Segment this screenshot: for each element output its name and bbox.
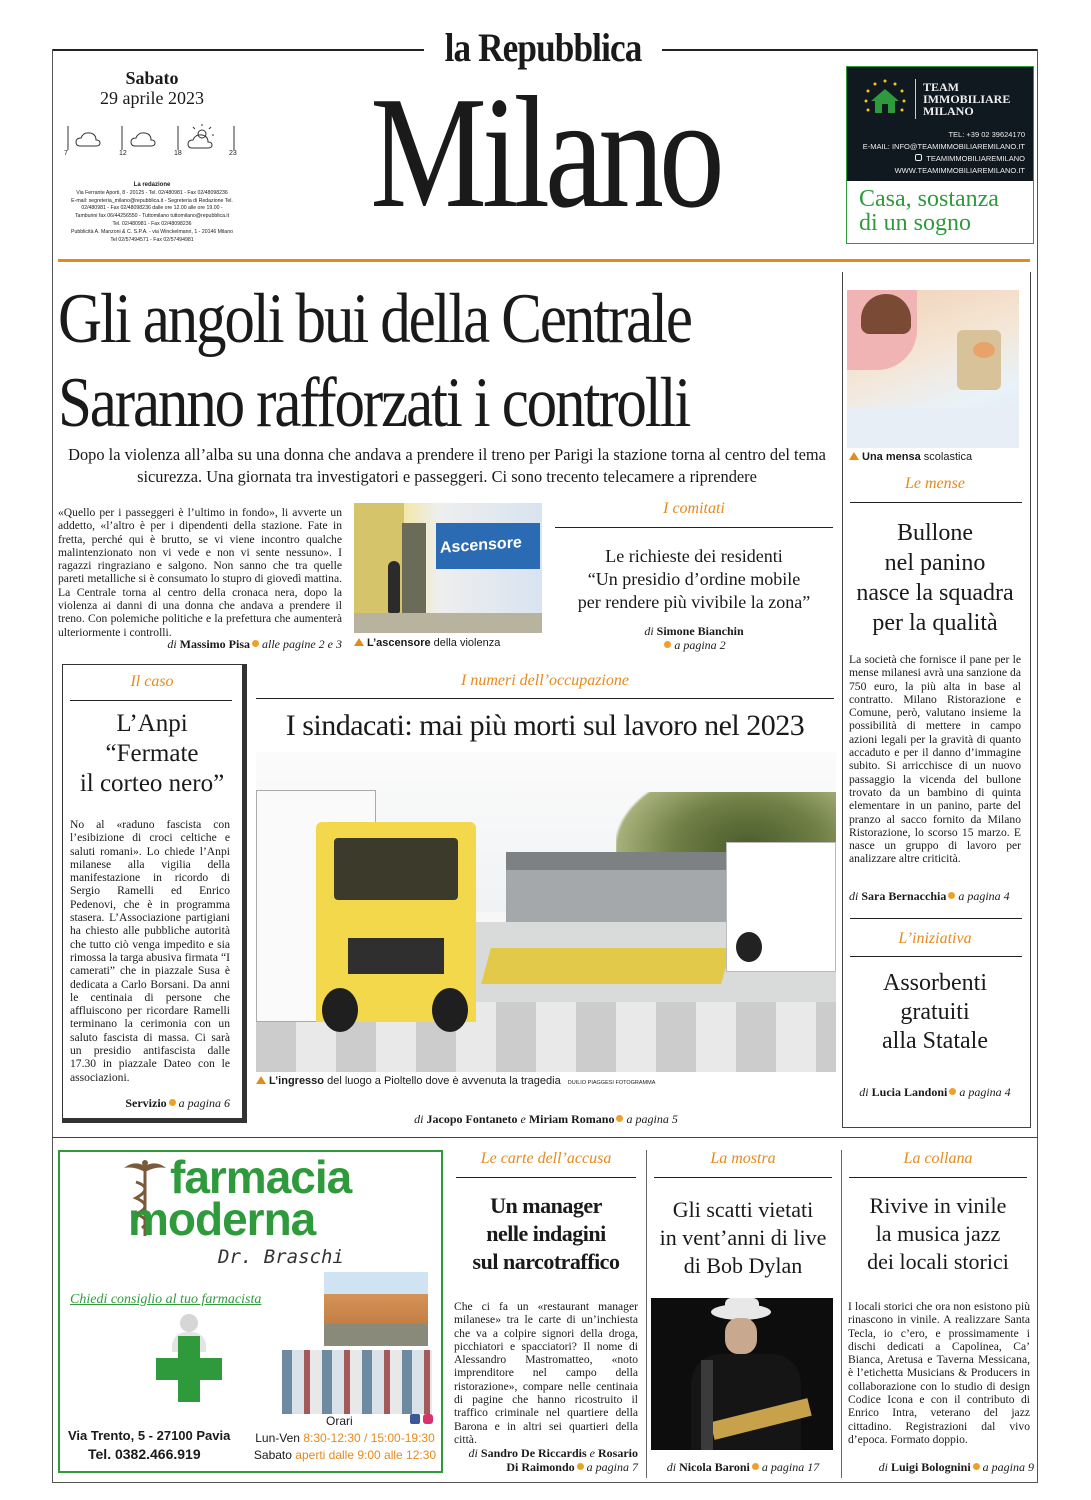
orari-label: Orari — [326, 1414, 353, 1428]
farmacia-address: Via Trento, 5 - 27100 Pavia — [68, 1428, 231, 1443]
comitati-byline[interactable]: di Simone Bianchin a pagina 2 — [644, 624, 744, 652]
iniziativa-category: L’iniziativa — [898, 930, 972, 947]
temp-3: 18 — [174, 150, 182, 157]
bullet-icon — [252, 640, 259, 647]
caso-body: No al «raduno fascista con l’esibizione di croci celtiche e saluti romani». Lo chiede l’Anpi milanese alla vigilia della manifestazione in ricordo di Sergio Ramelli ed Enrico Pedenovi, che è in programma stasera. L’Associazione partigiani ha chiesto alle pubbliche autorità che tutto ciò venga impedito e sia rimossa la targa abusiva firmata “I camerati” che in piazzale Susa è dedicata a Carlo Borsani. Da anni le centinaia di persone che affluiscono per ricordare Ramelli terminano la cerimonia con un saluto fascista di massa. Ci sarà un presidio antifascista dalle 17.30 in piazzale Dateo con le associazioni. — [70, 818, 230, 1084]
redazione-line: E-mail: segreteria_milano@repubblica.it - Segreteria di Redazione Tel. — [71, 197, 233, 204]
comitati-category: I comitati — [663, 500, 725, 517]
ad-team-immobiliare[interactable] — [846, 66, 1034, 244]
redazione-line: Tamburini fax 06/44256550 - Tuttomilano tuttomilano@repubblica.it — [74, 213, 230, 220]
triangle-icon — [354, 638, 364, 646]
house-logo-icon — [857, 77, 913, 121]
bullet-icon — [949, 1088, 956, 1095]
lead-body: «Quello per i passeggeri è l’ultimo in fondo», li avverte un addetto, «l’altro è per i dipendenti della stazione. Fate in fretta, perché qui è brutto, se vi viene incontro qualche malintenzionato non vi vede e non vi sente nessuno». I ragazzi ringraziano e salgono. Non sanno che tra quelle pareti metalliche si è consumato lo stupro di giovedì mattina. La Centrale torna al centro della cronaca nera, dopo la violenza ai danni di una donna che andava a prendere il treno. Con polemiche politiche e la prefettura che aumenterà ulteriormente i controlli. — [58, 506, 342, 639]
weather-icons — [62, 124, 242, 160]
temp-2: 12 — [119, 150, 127, 157]
ad-tel: TEL: +39 02 39624170 — [948, 130, 1025, 139]
instagram-icon — [915, 154, 922, 161]
truck-photo — [256, 752, 836, 1072]
carte-body: Che ci fa un «restaurant manager milanese» tra le carte di un’inchiesta che va a colpire signori della droga, picchiatori e spacciatori? Il nome di Alessandro Mastromatteo, «noto imprenditore nel campo della ristorazione», compare nelle centinaia di pagine che hanno ricostruito il traffico criminale nel quartiere della Barona e in altri sei quartieri della città. — [454, 1300, 638, 1446]
bullet-icon — [577, 1463, 584, 1470]
caso-headline[interactable]: L’Anpi “Fermate il corteo nero” — [79, 710, 225, 797]
edition-title: Milano — [370, 63, 720, 241]
iniziativa-byline[interactable]: di Lucia Landoni a pagina 4 — [859, 1085, 1011, 1099]
triangle-icon — [256, 1076, 266, 1084]
collana-byline[interactable]: di Luigi Bolognini a pagina 9 — [878, 1460, 1034, 1474]
farmacia-doctor: Dr. Braschi — [218, 1246, 344, 1268]
ad-slogan: di un sogno — [859, 210, 972, 236]
bullet-icon — [616, 1115, 623, 1122]
lead-byline[interactable]: di Massimo Pisa alle pagine 2 e 3 — [167, 637, 342, 651]
redazione-line: Pubblicità A. Manzoni & C. S.P.A. - via Winckelmann, 1 - 20146 Milano — [71, 228, 233, 235]
ad-company-line: IMMOBILIARE — [923, 92, 1011, 106]
bullet-icon — [973, 1463, 980, 1470]
bullet-icon — [752, 1463, 759, 1470]
elevator-caption: L’ascensore della violenza — [354, 637, 544, 649]
ad-slogan: Casa, sostanza — [859, 186, 999, 212]
farmacia-name: farmacia moderna — [128, 1151, 352, 1245]
photo-credit: DUILIO PIAGGESI FOTOGRAMMA — [567, 1080, 656, 1086]
mense-body: La società che fornisce il pane per le mense milanesi avrà una sanzione da 750 euro, la più alta in base al contratto. Milano Ristorazione e Comune, però, valutano insieme la possibilità di mettere in campo azioni legali per la gravità di quanto accaduto e per il danno d’immagine subito. Si arricchisce di un nuovo passaggio la vicenda del bullone trovato da un bambino di quinta elementare in un panino, parte del pranzo al sacco fornito da Milano Ristorazione, lo scorso 15 marzo. E nasce un gruppo di lavoro per analizzare altre criticità. — [849, 653, 1021, 866]
bullet-icon — [948, 892, 955, 899]
temp-4: 23 — [229, 150, 237, 157]
dateline-date: 29 aprile 2023 — [100, 88, 204, 108]
mense-category: Le mense — [905, 475, 965, 492]
elevator-photo — [354, 503, 542, 633]
redazione-line: Tel 02/57494571 - Fax 02/57494981 — [110, 236, 194, 243]
instagram-icon[interactable] — [423, 1414, 433, 1424]
dateline-weekday: Sabato — [125, 68, 179, 88]
mensa-photo — [847, 290, 1019, 448]
lead-headline-line: Gli angoli bui della Centrale — [58, 280, 691, 358]
farmacia-hours: Lun-Ven 8:30-12:30 / 15:00-19:30 Sabato aperti dalle 9:00 alle 12:30 — [253, 1431, 437, 1462]
pharmacy-interior-photo — [282, 1350, 432, 1414]
triangle-icon — [849, 452, 859, 460]
redazione-line: Via Ferrante Aporti, 8 - 20125 - Tel. 02/480981 - Fax 02/48098236 — [76, 189, 228, 196]
caso-category: Il caso — [130, 673, 174, 690]
farmacia-tel[interactable]: Tel. 0382.466.919 — [88, 1446, 201, 1462]
lead-summary: Dopo la violenza all’alba su una donna che andava a prendere il treno per Parigi la stazione torna al centro del tema sicurezza. Una giornata tra investigatori e passeggeri. Ci sono trecento telecamere a riprendere — [68, 445, 826, 486]
redazione-line: Tel. 02/480981 - Fax 02/48098236 — [112, 220, 192, 227]
mensa-caption: Una mensa scolastica — [849, 451, 1029, 463]
comitati-headline[interactable]: Le richieste dei residenti “Un presidio d’ordine mobile per rendere più vivibile la zona” — [577, 546, 811, 612]
bullet-icon — [169, 1099, 176, 1106]
ad-email: E-MAIL: INFO@TEAMIMMOBILIAREMILANO.IT — [862, 142, 1025, 151]
ad-instagram: TEAMIMMOBILIAREMILANO — [926, 154, 1025, 163]
mense-byline[interactable]: di Sara Bernacchia a pagina 4 — [849, 889, 1010, 903]
brand-logo[interactable]: la Repubblica — [444, 25, 642, 70]
dylan-photo — [651, 1298, 833, 1450]
mostra-headline[interactable]: Gli scatti vietati in vent’anni di live di Bob Dylan — [659, 1197, 827, 1278]
occupazione-byline[interactable]: di Jacopo Fontaneto e Miriam Romano a pagina 5 — [414, 1112, 678, 1126]
collana-body: I locali storici che ora non esistono più rinascono in vinile. A realizzare Santa Tecla, io c’ero, e prossimamente i dischi dedicati a Capolinea, Ca’ Bianca, Aretusa e Taverna Messicana, è l’etichetta Musicians & Producers in collaborazione con lo studio di design Codice Icona e con il contributo di Enrico Intra, veterano del jazz cittadino. Registrazioni dal vivo d’epoca. Formato doppio. — [848, 1300, 1030, 1446]
iniziativa-headline[interactable]: Assorbenti gratuiti alla Statale — [882, 970, 988, 1054]
pharmacy-building-photo — [324, 1272, 428, 1346]
bullet-icon — [664, 641, 671, 648]
farmacia-tagline[interactable]: Chiedi consiglio al tuo farmacista — [70, 1292, 262, 1307]
mostra-byline[interactable]: di Nicola Baroni a pagina 17 — [666, 1460, 820, 1474]
ad-web: WWW.TEAMIMMOBILIAREMILANO.IT — [894, 166, 1025, 175]
redazione-block — [56, 182, 248, 244]
pharmacist-icon — [144, 1314, 234, 1414]
caso-byline[interactable]: Servizio a pagina 6 — [125, 1096, 230, 1110]
redazione-line: 02/480981 - Fax 02/48098236 dalle ore 12.00 alle ore 19.00 - — [81, 205, 223, 212]
carte-headline[interactable]: Un manager nelle indagini sul narcotraffico — [472, 1193, 620, 1274]
lead-headline-line: Saranno rafforzati i controlli — [58, 364, 690, 442]
elevator-label: Ascensore — [440, 534, 522, 557]
mostra-category: La mostra — [710, 1150, 776, 1167]
collana-category: La collana — [903, 1150, 973, 1167]
truck-caption: L’ingresso del luogo a Pioltello dove è avvenuta la tragedia DUILIO PIAGGESI FOTOGRAMMA — [256, 1075, 836, 1087]
ad-company-line: TEAM — [923, 80, 959, 94]
carte-category: Le carte dell’accusa — [480, 1150, 612, 1167]
facebook-icon[interactable] — [410, 1414, 420, 1424]
temp-1: 7 — [64, 150, 68, 157]
weather-strip — [62, 124, 242, 160]
ad-farmacia[interactable] — [58, 1150, 443, 1473]
carte-byline[interactable]: di Sandro De Riccardis e Rosario Di Raimondo a pagina 7 — [468, 1446, 638, 1474]
occupazione-category: I numeri dell’occupazione — [461, 672, 629, 689]
collana-headline[interactable]: Rivive in vinile la musica jazz dei locali storici — [867, 1193, 1009, 1274]
ad-company-line: MILANO — [923, 104, 974, 118]
redazione-title: La redazione — [133, 182, 171, 188]
lead-headline[interactable] — [58, 277, 841, 445]
mense-headline[interactable]: Bullone nel panino nasce la squadra per la qualità — [856, 520, 1014, 636]
occupazione-headline[interactable]: I sindacati: mai più morti sul lavoro nel 2023 — [285, 709, 805, 742]
